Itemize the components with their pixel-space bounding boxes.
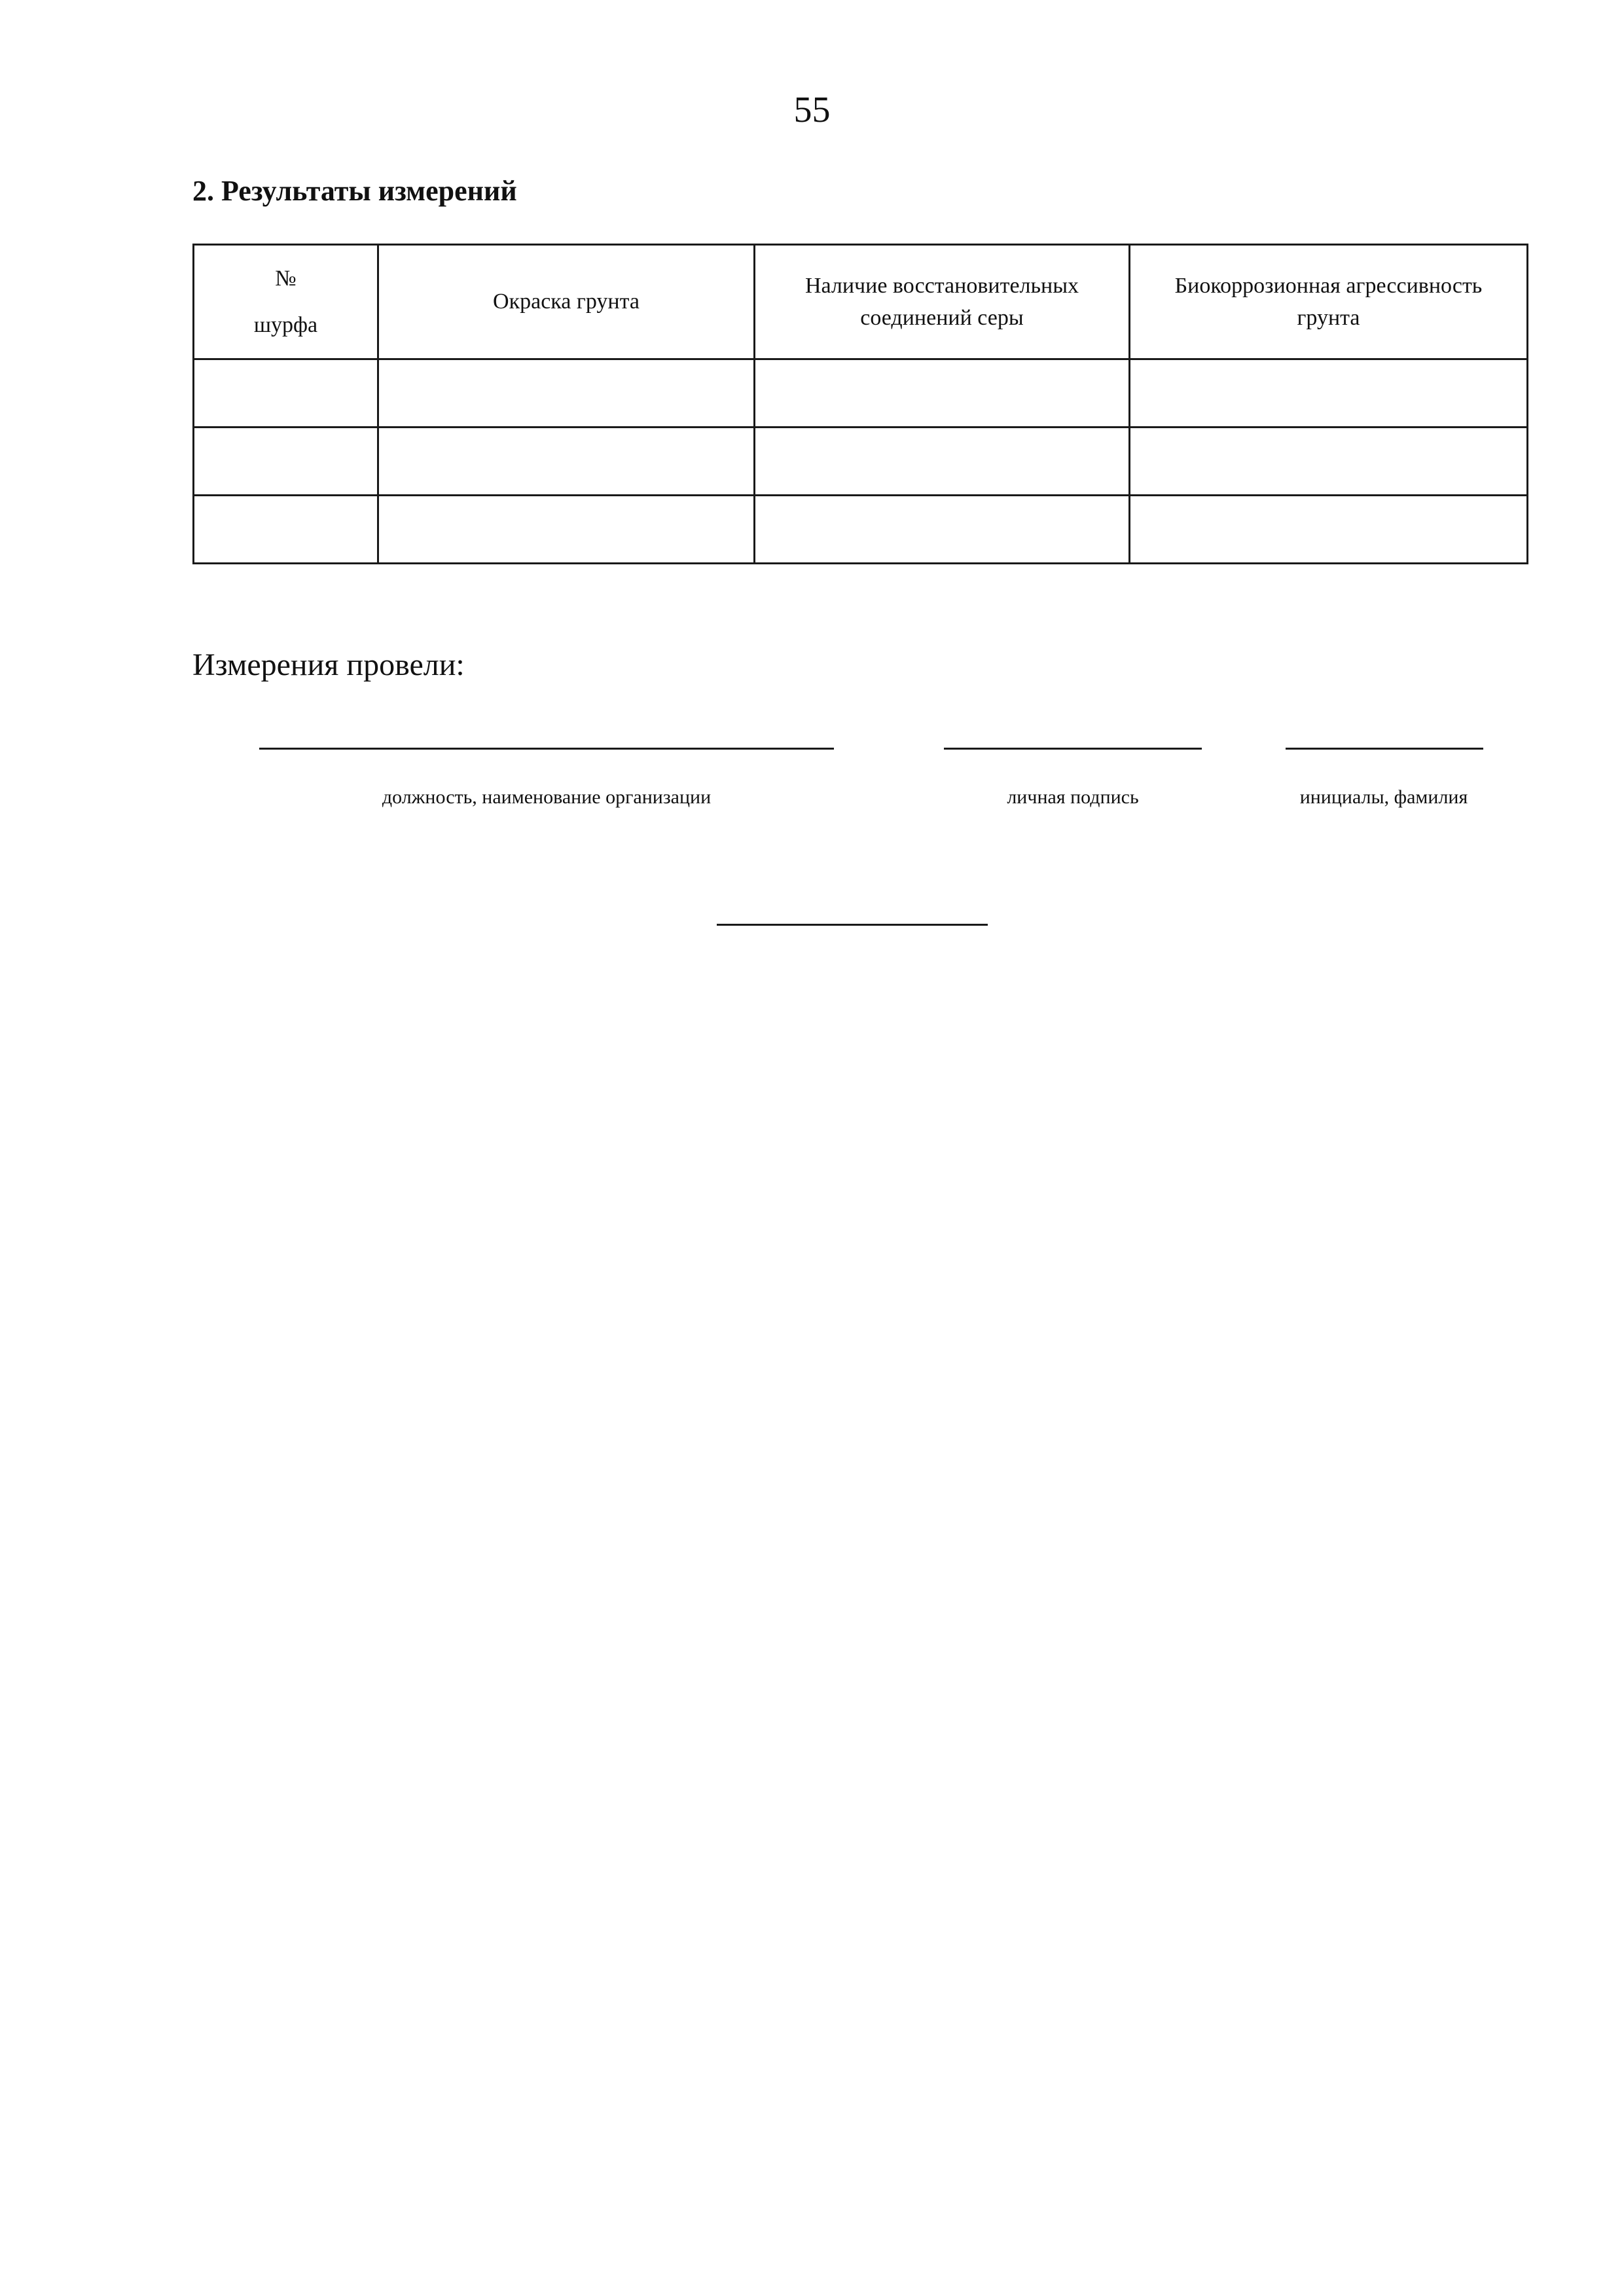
- position-signature-line[interactable]: [259, 748, 834, 750]
- cell-sulfur-compounds[interactable]: [755, 496, 1130, 564]
- header-sulfur-compounds-line2: соединений серы: [860, 306, 1024, 330]
- header-biocorrosion-line2: грунта: [1297, 306, 1360, 330]
- cell-sulfur-compounds[interactable]: [755, 428, 1130, 496]
- table-row: [194, 496, 1528, 564]
- table-row: [194, 428, 1528, 496]
- header-soil-color: [378, 245, 755, 359]
- header-sulfur-compounds-line1: Наличие восстановительных: [804, 273, 1079, 298]
- cell-soil-color[interactable]: [378, 359, 755, 428]
- results-table: [192, 244, 1528, 564]
- header-pit-number-line1: №: [275, 266, 297, 291]
- page-number: 55: [793, 90, 831, 130]
- header-biocorrosion-line1: Биокоррозионная агрессивность: [1174, 273, 1483, 298]
- end-divider: [717, 924, 988, 926]
- cell-pit-number[interactable]: [194, 428, 378, 496]
- signature-caption: личная подпись: [1007, 786, 1139, 808]
- section-title: 2. Результаты измерений: [192, 175, 517, 207]
- cell-sulfur-compounds[interactable]: [755, 359, 1130, 428]
- header-pit-number-line2: шурфа: [253, 313, 318, 337]
- position-caption: должность, наименование организации: [382, 786, 712, 808]
- cell-soil-color[interactable]: [378, 496, 755, 564]
- cell-biocorrosion[interactable]: [1130, 428, 1528, 496]
- name-caption: инициалы, фамилия: [1299, 786, 1468, 808]
- header-biocorrosion: [1130, 245, 1528, 359]
- cell-pit-number[interactable]: [194, 496, 378, 564]
- performed-by-label: Измерения провели:: [192, 647, 465, 682]
- personal-signature-line[interactable]: [944, 748, 1202, 750]
- header-soil-color-label: Окраска грунта: [493, 289, 640, 314]
- name-signature-line[interactable]: [1286, 748, 1483, 750]
- table-header-row: [194, 245, 1528, 359]
- cell-pit-number[interactable]: [194, 359, 378, 428]
- header-sulfur-compounds: [755, 245, 1130, 359]
- cell-soil-color[interactable]: [378, 428, 755, 496]
- header-pit-number: [194, 245, 378, 359]
- table-row: [194, 359, 1528, 428]
- cell-biocorrosion[interactable]: [1130, 496, 1528, 564]
- cell-biocorrosion[interactable]: [1130, 359, 1528, 428]
